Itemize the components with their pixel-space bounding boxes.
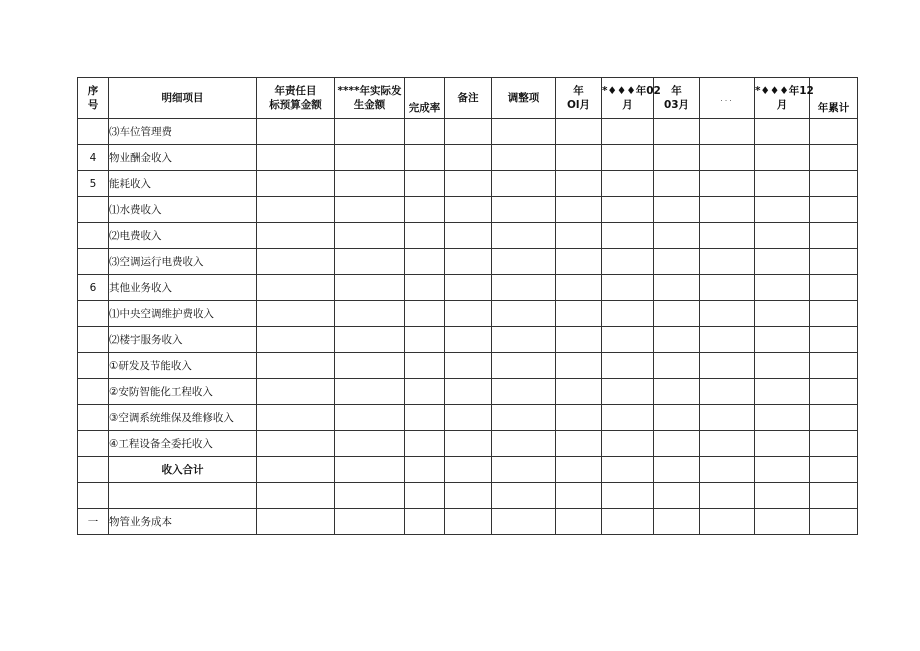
header-ellipsis-text: ... (720, 93, 734, 103)
table-row (78, 145, 858, 171)
table-row (78, 301, 858, 327)
empty-cell[interactable] (602, 197, 654, 223)
empty-cell[interactable] (700, 249, 755, 275)
row-seq (78, 431, 109, 457)
empty-cell[interactable] (257, 223, 335, 249)
header-month-12-line2: 月 (776, 99, 788, 111)
row-seq (78, 379, 109, 405)
empty-cell[interactable] (755, 353, 810, 379)
empty-cell[interactable] (700, 119, 755, 145)
table-row (78, 457, 858, 483)
empty-cell[interactable] (810, 249, 858, 275)
empty-cell[interactable] (445, 509, 492, 535)
empty-cell[interactable] (700, 171, 755, 197)
empty-cell[interactable] (700, 431, 755, 457)
row-item: ⑵楼宇服务收入 (109, 327, 257, 353)
header-month-12-line1: *♦♦♦年12 (755, 85, 814, 97)
empty-cell[interactable] (602, 249, 654, 275)
empty-cell[interactable] (654, 405, 700, 431)
header-actual-line2: 生金额 (353, 99, 386, 111)
empty-cell[interactable] (654, 249, 700, 275)
empty-cell[interactable] (492, 197, 556, 223)
row-seq (78, 301, 109, 327)
empty-cell[interactable] (405, 379, 445, 405)
row-seq (78, 119, 109, 145)
empty-cell[interactable] (755, 327, 810, 353)
header-month-02-line2: 月 (622, 99, 633, 111)
header-budget (257, 78, 335, 119)
empty-cell[interactable] (445, 119, 492, 145)
empty-cell[interactable] (700, 301, 755, 327)
empty-cell[interactable] (556, 405, 602, 431)
empty-cell[interactable] (405, 431, 445, 457)
empty-cell[interactable] (335, 327, 405, 353)
empty-cell[interactable] (556, 483, 602, 509)
row-seq: 一 (78, 509, 109, 535)
empty-cell[interactable] (335, 275, 405, 301)
empty-cell[interactable] (492, 249, 556, 275)
empty-cell[interactable] (654, 327, 700, 353)
empty-cell[interactable] (654, 483, 700, 509)
empty-cell[interactable] (445, 353, 492, 379)
row-item (109, 483, 257, 509)
empty-cell[interactable] (445, 197, 492, 223)
empty-cell[interactable] (405, 327, 445, 353)
empty-cell[interactable] (556, 431, 602, 457)
empty-cell[interactable] (654, 145, 700, 171)
empty-cell[interactable] (810, 431, 858, 457)
empty-cell[interactable] (602, 509, 654, 535)
empty-cell[interactable] (602, 379, 654, 405)
row-item: ⑴水费收入 (109, 197, 257, 223)
empty-cell[interactable] (602, 431, 654, 457)
empty-cell[interactable] (335, 119, 405, 145)
row-item: 物业酬金收入 (109, 145, 257, 171)
empty-cell[interactable] (810, 275, 858, 301)
empty-cell[interactable] (492, 379, 556, 405)
empty-cell[interactable] (810, 457, 858, 483)
empty-cell[interactable] (700, 327, 755, 353)
empty-cell[interactable] (700, 145, 755, 171)
empty-cell[interactable] (445, 275, 492, 301)
empty-cell[interactable] (335, 223, 405, 249)
empty-cell[interactable] (810, 223, 858, 249)
empty-cell[interactable] (257, 275, 335, 301)
header-month-01-line1: 年 (573, 85, 584, 97)
row-item: 物管业务成本 (109, 509, 257, 535)
empty-cell[interactable] (492, 483, 556, 509)
empty-cell[interactable] (335, 405, 405, 431)
empty-cell[interactable] (810, 509, 858, 535)
table-row (78, 171, 858, 197)
empty-cell[interactable] (335, 301, 405, 327)
row-item: 其他业务收入 (109, 275, 257, 301)
empty-cell[interactable] (700, 509, 755, 535)
empty-cell[interactable] (556, 145, 602, 171)
table-row (78, 405, 858, 431)
empty-cell[interactable] (602, 171, 654, 197)
table-row (78, 223, 858, 249)
empty-cell[interactable] (405, 145, 445, 171)
table-row (78, 483, 858, 509)
empty-cell[interactable] (556, 379, 602, 405)
row-seq (78, 249, 109, 275)
empty-cell[interactable] (445, 483, 492, 509)
empty-cell[interactable] (405, 353, 445, 379)
empty-cell[interactable] (556, 275, 602, 301)
empty-cell[interactable] (755, 405, 810, 431)
empty-cell[interactable] (755, 275, 810, 301)
empty-cell[interactable] (492, 327, 556, 353)
empty-cell[interactable] (556, 327, 602, 353)
empty-cell[interactable] (602, 119, 654, 145)
header-actual-line1: ****年实际发 (337, 85, 402, 97)
empty-cell[interactable] (492, 171, 556, 197)
empty-cell[interactable] (257, 197, 335, 223)
row-seq (78, 405, 109, 431)
row-item: ⑶空调运行电费收入 (109, 249, 257, 275)
empty-cell[interactable] (810, 405, 858, 431)
empty-cell[interactable] (405, 119, 445, 145)
empty-cell[interactable] (257, 483, 335, 509)
row-item: ⑴中央空调维护费收入 (109, 301, 257, 327)
empty-cell[interactable] (810, 119, 858, 145)
empty-cell[interactable] (445, 249, 492, 275)
empty-cell[interactable] (405, 197, 445, 223)
header-item: 明细项目 (109, 78, 257, 119)
empty-cell[interactable] (405, 223, 445, 249)
empty-cell[interactable] (755, 431, 810, 457)
empty-cell[interactable] (602, 223, 654, 249)
empty-cell[interactable] (257, 379, 335, 405)
table-row (78, 327, 858, 353)
row-item: ④工程设备全委托收入 (109, 431, 257, 457)
table-row (78, 119, 858, 145)
table-row (78, 379, 858, 405)
empty-cell[interactable] (492, 119, 556, 145)
empty-cell[interactable] (602, 405, 654, 431)
empty-cell[interactable] (700, 275, 755, 301)
empty-cell[interactable] (492, 145, 556, 171)
empty-cell[interactable] (257, 327, 335, 353)
empty-cell[interactable] (654, 379, 700, 405)
empty-cell[interactable] (700, 353, 755, 379)
row-item: ⑶车位管理费 (109, 119, 257, 145)
header-seq-line1: 序 (87, 85, 99, 97)
row-item: ⑵电费收入 (109, 223, 257, 249)
header-remark: 备注 (445, 78, 492, 119)
empty-cell[interactable] (335, 379, 405, 405)
header-month-02 (602, 78, 661, 119)
empty-cell[interactable] (810, 353, 858, 379)
expense-table (77, 77, 858, 535)
empty-cell[interactable] (335, 483, 405, 509)
empty-cell[interactable] (755, 509, 810, 535)
table-row (78, 197, 858, 223)
header-month-03 (654, 78, 700, 119)
empty-cell[interactable] (700, 405, 755, 431)
empty-cell[interactable] (654, 353, 700, 379)
empty-cell[interactable] (405, 171, 445, 197)
empty-cell[interactable] (335, 509, 405, 535)
row-seq (78, 327, 109, 353)
empty-cell[interactable] (405, 275, 445, 301)
empty-cell[interactable] (492, 457, 556, 483)
empty-cell[interactable] (755, 197, 810, 223)
empty-cell[interactable] (335, 353, 405, 379)
empty-cell[interactable] (700, 457, 755, 483)
empty-cell[interactable] (556, 509, 602, 535)
empty-cell[interactable] (257, 353, 335, 379)
empty-cell[interactable] (405, 249, 445, 275)
row-seq (78, 197, 109, 223)
empty-cell[interactable] (405, 405, 445, 431)
empty-cell[interactable] (492, 353, 556, 379)
empty-cell[interactable] (492, 275, 556, 301)
table-row (78, 353, 858, 379)
header-actual (335, 78, 405, 119)
empty-cell[interactable] (755, 301, 810, 327)
empty-cell[interactable] (602, 483, 654, 509)
empty-cell[interactable] (445, 457, 492, 483)
empty-cell[interactable] (755, 379, 810, 405)
row-seq (78, 457, 109, 483)
header-rate: 完成率 (405, 78, 445, 119)
empty-cell[interactable] (700, 483, 755, 509)
row-seq: 5 (78, 171, 109, 197)
empty-cell[interactable] (445, 301, 492, 327)
header-seq (78, 78, 109, 119)
empty-cell[interactable] (755, 483, 810, 509)
empty-cell[interactable] (335, 171, 405, 197)
empty-cell[interactable] (654, 275, 700, 301)
empty-cell[interactable] (700, 197, 755, 223)
empty-cell[interactable] (755, 223, 810, 249)
row-item: 能耗收入 (109, 171, 257, 197)
empty-cell[interactable] (602, 275, 654, 301)
empty-cell[interactable] (602, 145, 654, 171)
empty-cell[interactable] (335, 145, 405, 171)
header-month-03-line2: 03月 (663, 99, 690, 111)
header-seq-line2: 号 (87, 99, 99, 111)
header-month-01 (556, 78, 602, 119)
header-budget-line1: 年责任目 (274, 85, 317, 97)
header-ellipsis (700, 78, 755, 119)
row-item: 收入合计 (109, 457, 257, 483)
header-month-03-line1: 年 (671, 85, 682, 97)
row-seq (78, 483, 109, 509)
header-month-01-line2: Ol月 (566, 99, 591, 111)
empty-cell[interactable] (810, 145, 858, 171)
empty-cell[interactable] (257, 249, 335, 275)
empty-cell[interactable] (556, 301, 602, 327)
empty-cell[interactable] (257, 431, 335, 457)
row-seq: 4 (78, 145, 109, 171)
row-item: ①研发及节能收入 (109, 353, 257, 379)
table-row (78, 509, 858, 535)
empty-cell[interactable] (405, 301, 445, 327)
empty-cell[interactable] (755, 171, 810, 197)
table-row (78, 275, 858, 301)
empty-cell[interactable] (257, 171, 335, 197)
empty-cell[interactable] (405, 509, 445, 535)
empty-cell[interactable] (755, 119, 810, 145)
empty-cell[interactable] (602, 327, 654, 353)
empty-cell[interactable] (556, 353, 602, 379)
empty-cell[interactable] (654, 119, 700, 145)
row-item: ②安防智能化工程收入 (109, 379, 257, 405)
empty-cell[interactable] (700, 379, 755, 405)
empty-cell[interactable] (654, 171, 700, 197)
empty-cell[interactable] (810, 197, 858, 223)
row-seq (78, 223, 109, 249)
header-budget-line2: 标预算金额 (269, 99, 322, 111)
empty-cell[interactable] (602, 301, 654, 327)
empty-cell[interactable] (335, 457, 405, 483)
empty-cell[interactable] (810, 171, 858, 197)
empty-cell[interactable] (556, 457, 602, 483)
empty-cell[interactable] (492, 509, 556, 535)
empty-cell[interactable] (654, 509, 700, 535)
empty-cell[interactable] (445, 405, 492, 431)
empty-cell[interactable] (602, 353, 654, 379)
empty-cell[interactable] (257, 457, 335, 483)
empty-cell[interactable] (810, 327, 858, 353)
empty-cell[interactable] (492, 301, 556, 327)
row-item: ③空调系统维保及维修收入 (109, 405, 257, 431)
empty-cell[interactable] (810, 301, 858, 327)
empty-cell[interactable] (556, 197, 602, 223)
table-row (78, 249, 858, 275)
table-body (78, 119, 858, 535)
empty-cell[interactable] (335, 431, 405, 457)
empty-cell[interactable] (492, 405, 556, 431)
header-month-02-line1: *♦♦♦年02 (602, 85, 661, 97)
empty-cell[interactable] (755, 249, 810, 275)
empty-cell[interactable] (556, 223, 602, 249)
empty-cell[interactable] (654, 431, 700, 457)
empty-cell[interactable] (445, 379, 492, 405)
empty-cell[interactable] (492, 223, 556, 249)
header-adjust: 调整项 (492, 78, 556, 119)
empty-cell[interactable] (257, 145, 335, 171)
header-month-12 (755, 78, 814, 119)
header-cumulative: 年累计 (810, 78, 858, 119)
empty-cell[interactable] (700, 223, 755, 249)
empty-cell[interactable] (810, 483, 858, 509)
empty-cell[interactable] (810, 379, 858, 405)
header-row (78, 78, 858, 119)
empty-cell[interactable] (257, 301, 335, 327)
row-seq: 6 (78, 275, 109, 301)
empty-cell[interactable] (335, 197, 405, 223)
empty-cell[interactable] (445, 223, 492, 249)
empty-cell[interactable] (654, 197, 700, 223)
empty-cell[interactable] (405, 457, 445, 483)
row-seq (78, 353, 109, 379)
empty-cell[interactable] (445, 171, 492, 197)
empty-cell[interactable] (257, 405, 335, 431)
empty-cell[interactable] (654, 457, 700, 483)
empty-cell[interactable] (556, 119, 602, 145)
empty-cell[interactable] (445, 145, 492, 171)
table-row (78, 431, 858, 457)
empty-cell[interactable] (556, 249, 602, 275)
empty-cell[interactable] (602, 457, 654, 483)
empty-cell[interactable] (405, 483, 445, 509)
empty-cell[interactable] (445, 431, 492, 457)
empty-cell[interactable] (755, 457, 810, 483)
empty-cell[interactable] (257, 509, 335, 535)
empty-cell[interactable] (445, 327, 492, 353)
empty-cell[interactable] (654, 301, 700, 327)
empty-cell[interactable] (335, 249, 405, 275)
empty-cell[interactable] (257, 119, 335, 145)
empty-cell[interactable] (755, 145, 810, 171)
empty-cell[interactable] (654, 223, 700, 249)
empty-cell[interactable] (556, 171, 602, 197)
empty-cell[interactable] (492, 431, 556, 457)
